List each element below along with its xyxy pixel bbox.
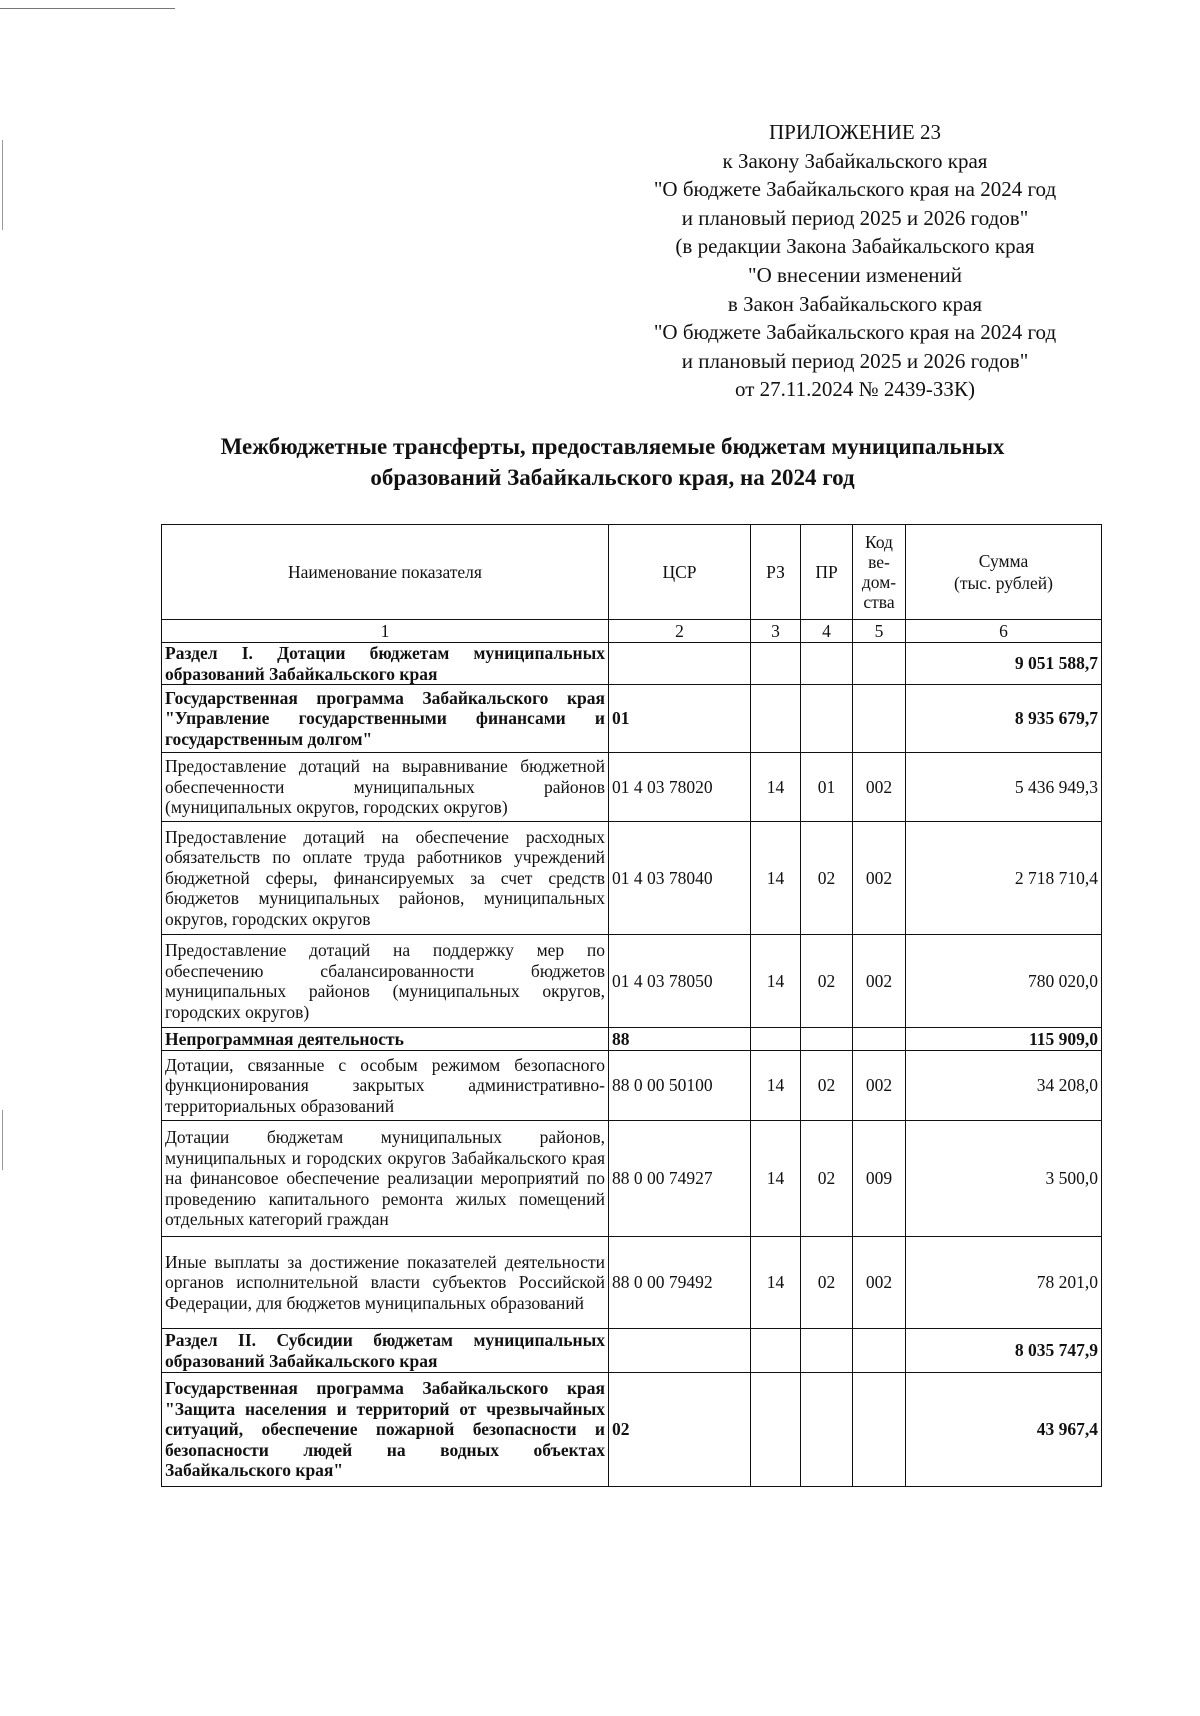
row-pr: 01 — [801, 753, 853, 822]
row-pr — [801, 1329, 853, 1373]
row-rz: 14 — [751, 753, 801, 822]
row-code: 002 — [853, 822, 906, 935]
appendix-header — [620, 118, 1090, 404]
appendix-line: "О бюджете Забайкальского края на 2024 год — [653, 177, 1057, 202]
header-pr: ПР — [801, 525, 853, 620]
scan-artifact-line — [0, 8, 175, 9]
table-row — [162, 643, 1102, 685]
row-sum: 115 909,0 — [906, 1028, 1102, 1051]
row-rz: 14 — [751, 1237, 801, 1329]
row-csr: 01 4 03 78050 — [609, 935, 751, 1028]
header-name: Наименование показателя — [162, 525, 609, 620]
row-code — [853, 643, 906, 685]
appendix-line: и плановый период 2025 и 2026 годов" — [681, 348, 1029, 373]
header-rz: РЗ — [751, 525, 801, 620]
table-row — [162, 1237, 1102, 1329]
table-row — [162, 685, 1102, 753]
row-pr: 02 — [801, 1121, 853, 1237]
row-name: Государственная программа Забайкальского края "Защита населения и территорий от чрезвычайных ситуаций, обеспечение пожарной безопасности и безопасности людей на водных объектах Забайкальского края" — [162, 1373, 609, 1487]
row-csr — [609, 1329, 751, 1373]
row-code: 002 — [853, 935, 906, 1028]
appendix-line: (в редакции Закона Забайкальского края — [675, 234, 1035, 259]
row-name: Дотации бюджетам муниципальных районов, муниципальных и городских округов Забайкальского края на финансовое обеспечение реализации мероприятий по проведению капитального ремонта жилых помещений отдельных категорий граждан — [162, 1121, 609, 1237]
row-csr — [609, 643, 751, 685]
row-csr: 88 0 00 74927 — [609, 1121, 751, 1237]
row-csr: 01 4 03 78040 — [609, 822, 751, 935]
row-pr: 02 — [801, 1237, 853, 1329]
row-sum: 5 436 949,3 — [906, 753, 1102, 822]
column-number: 5 — [853, 620, 906, 643]
row-pr — [801, 685, 853, 753]
header-sum — [906, 525, 1102, 620]
appendix-line: ПРИЛОЖЕНИЕ 23 — [769, 120, 941, 144]
header-sum-line: Сумма — [978, 551, 1029, 571]
header-department-code — [853, 525, 906, 620]
row-csr: 88 0 00 50100 — [609, 1051, 751, 1121]
column-number-row — [162, 620, 1102, 643]
column-number: 2 — [609, 620, 751, 643]
appendix-line: от 27.11.2024 № 2439-ЗЗК) — [735, 377, 975, 402]
row-rz — [751, 1373, 801, 1487]
row-name: Предоставление дотаций на поддержку мер по обеспечению сбалансированности бюджетов муниципальных районов (муниципальных округов, городских округов) — [162, 935, 609, 1028]
appendix-line: в Закон Забайкальского края — [727, 291, 983, 316]
column-number: 6 — [906, 620, 1102, 643]
row-code — [853, 1329, 906, 1373]
table-row — [162, 1028, 1102, 1051]
row-sum: 34 208,0 — [906, 1051, 1102, 1121]
column-number: 1 — [162, 620, 609, 643]
row-sum: 8 035 747,9 — [906, 1329, 1102, 1373]
row-code: 002 — [853, 1237, 906, 1329]
row-code: 002 — [853, 753, 906, 822]
row-code — [853, 685, 906, 753]
row-sum: 43 967,4 — [906, 1373, 1102, 1487]
row-csr: 01 4 03 78020 — [609, 753, 751, 822]
row-sum: 8 935 679,7 — [906, 685, 1102, 753]
row-sum: 2 718 710,4 — [906, 822, 1102, 935]
row-sum: 780 020,0 — [906, 935, 1102, 1028]
header-code-line: Код — [865, 532, 893, 552]
row-name: Раздел II. Субсидии бюджетам муниципальных образований Забайкальского края — [162, 1329, 609, 1373]
document-title-line: образований Забайкальского края, на 2024 год — [370, 465, 855, 490]
row-name: Иные выплаты за достижение показателей деятельности органов исполнительной власти субъектов Российской Федерации, для бюджетов муниципальных образований — [162, 1237, 609, 1329]
row-name: Предоставление дотаций на обеспечение расходных обязательств по оплате труда работников учреждений бюджетной сферы, финансируемых за счет средств бюджетов муниципальных районов, муниципальных округов, городских округов — [162, 822, 609, 935]
row-rz: 14 — [751, 1051, 801, 1121]
row-rz: 14 — [751, 822, 801, 935]
row-code — [853, 1373, 906, 1487]
row-rz: 14 — [751, 1121, 801, 1237]
column-number: 4 — [801, 620, 853, 643]
table-row — [162, 1329, 1102, 1373]
row-sum: 78 201,0 — [906, 1237, 1102, 1329]
table-row — [162, 822, 1102, 935]
row-name: Предоставление дотаций на выравнивание бюджетной обеспеченности муниципальных районов (муниципальных округов, городских округов) — [162, 753, 609, 822]
header-code-line: ве- — [868, 552, 890, 572]
scan-artifact-mark — [2, 1110, 3, 1170]
table-header-row — [162, 525, 1102, 620]
document-title — [150, 431, 1075, 493]
header-sum-line: (тыс. рублей) — [954, 573, 1053, 593]
row-sum: 3 500,0 — [906, 1121, 1102, 1237]
row-code — [853, 1028, 906, 1051]
document-title-line: Межбюджетные трансферты, предоставляемые бюджетам муниципальных — [220, 434, 1005, 459]
row-name: Дотации, связанные с особым режимом безопасного функционирования закрытых административно-территориальных образований — [162, 1051, 609, 1121]
row-pr: 02 — [801, 935, 853, 1028]
appendix-line: "О бюджете Забайкальского края на 2024 год — [653, 320, 1057, 345]
header-code-line: ства — [863, 592, 895, 612]
row-name: Непрограммная деятельность — [162, 1028, 609, 1051]
row-csr: 02 — [609, 1373, 751, 1487]
header-csr: ЦСР — [609, 525, 751, 620]
row-sum: 9 051 588,7 — [906, 643, 1102, 685]
appendix-line: и плановый период 2025 и 2026 годов" — [681, 205, 1029, 230]
row-pr: 02 — [801, 822, 853, 935]
row-rz — [751, 643, 801, 685]
appendix-line: "О внесении изменений — [748, 262, 962, 287]
row-name: Раздел I. Дотации бюджетам муниципальных образований Забайкальского края — [162, 643, 609, 685]
table-row — [162, 1373, 1102, 1487]
appendix-line: к Закону Забайкальского края — [722, 148, 988, 173]
row-pr — [801, 1028, 853, 1051]
table-row — [162, 753, 1102, 822]
row-pr — [801, 643, 853, 685]
row-csr: 88 0 00 79492 — [609, 1237, 751, 1329]
row-pr: 02 — [801, 1051, 853, 1121]
header-code-line: дом- — [861, 572, 897, 592]
row-code: 002 — [853, 1051, 906, 1121]
row-rz — [751, 1028, 801, 1051]
table-row — [162, 1121, 1102, 1237]
column-number: 3 — [751, 620, 801, 643]
row-name: Государственная программа Забайкальского края "Управление государственными финансами и государственным долгом" — [162, 685, 609, 753]
table-row — [162, 1051, 1102, 1121]
table-row — [162, 935, 1102, 1028]
row-rz — [751, 685, 801, 753]
row-pr — [801, 1373, 853, 1487]
row-csr: 01 — [609, 685, 751, 753]
row-rz — [751, 1329, 801, 1373]
transfers-table — [161, 524, 1102, 1487]
row-rz: 14 — [751, 935, 801, 1028]
row-code: 009 — [853, 1121, 906, 1237]
row-csr: 88 — [609, 1028, 751, 1051]
scan-artifact-mark — [2, 140, 3, 230]
